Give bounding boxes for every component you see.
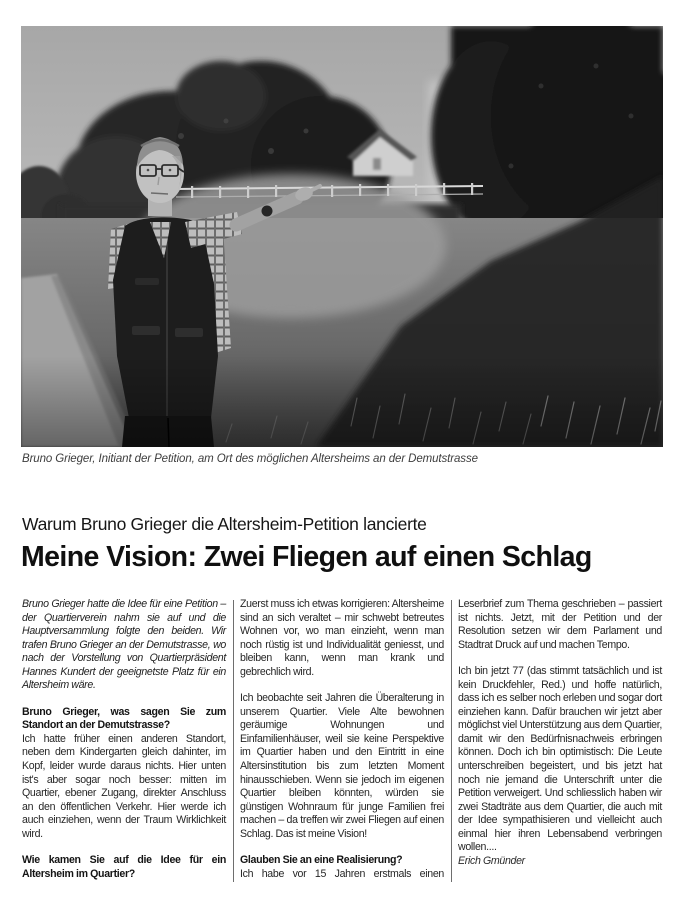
article-lead: Bruno Grieger hatte die Idee für eine Petition – der Quartierverein nahm sie auf und die Hauptversammlung folgte den beiden. Wir trafen Bruno Grieger an der Demutstrasse, wo nach der Vorstellung von Quartierpräsident Hannes Kundert der geeignetste Platz für ein Altersheim wäre. <box>22 598 226 692</box>
article-paragraph: Ich habe vor 15 Jahren erstmals einen <box>240 867 444 880</box>
article-paragraph: Ich bin jetzt 77 (das stimmt tatsächlich und ist kein Druckfehler, Red.) und hoffe natürlich, dass ich es selber noch erleben und sogar dort einziehen kann. Dafür brauchen wir jetzt aber möglichst viel Unterstützung aus dem Quartier, damit wir den Bedürfnisnachweis erbringen können. Doch ich bin optimistisch: Die Leute unterschreiben begeistert, und bis jetzt hat noch nie jemand die Unterschrift unter die Petition verweigert. Und schliesslich haben wir zwei Stadträte aus dem Quartier, die auch mit der Idee sympathisieren und vielleicht auch einmal hier ihren Lebensabend verbringen wollen.... <box>458 665 662 854</box>
author-byline: Erich Gmünder <box>458 854 525 867</box>
headline: Meine Vision: Zwei Fliegen auf einen Schlag <box>21 541 592 573</box>
article-column-1 <box>22 598 226 886</box>
interview-question: Wie kamen Sie auf die Idee für ein Altersheim im Quartier? <box>22 854 226 880</box>
article-body <box>22 598 662 886</box>
article-paragraph: Leserbrief zum Thema geschrieben – passiert ist nichts. Jetzt, mit der Petition und der Resolution setzen wir dem Parlament und Stadtrat Druck auf und machen Tempo. <box>458 598 662 651</box>
interview-question: Glauben Sie an eine Realisierung? <box>240 854 403 867</box>
article-paragraph: Ich hatte früher einen anderen Standort, neben dem Kindergarten gleich dahinter, im Kopf, leider wurde daraus nichts. Hier unten ist's aber sogar noch besser: mitten im Quartier, ebener Zugang, direkter Anschluss an den öffentlichen Verkehr. Hier werde ich auch einziehen, wenn der Traum Wirklichkeit wird. <box>22 732 226 840</box>
photo-caption: Bruno Grieger, Initiant der Petition, am Ort des möglichen Altersheims an der Demutstrasse <box>22 453 478 465</box>
article-paragraph: Ich beobachte seit Jahren die Überalterung in unserem Quartier. Viele Alte bewohnen geräumige Wohnungen und Einfamilienhäuser, weil sie keine Perspektive im Quartier haben und den Eintritt in eine Altersinstitution bis zum letzten Moment hinausschieben. Wenn sie jedoch im eigenen Quartier bleiben könnten, würden sie günstigen Wohnraum für junge Familien frei machen – da treffen wir zwei Fliegen auf einen Schlag. Das ist meine Vision! <box>240 692 444 840</box>
article-column-3 <box>458 598 662 886</box>
article-paragraph: Zuerst muss ich etwas korrigieren: Altersheime sind an sich veraltet – mir schwebt betreutes Wohnen vor, wo man einzieht, wenn man noch rüstig ist und Individualität geniesst, und bleiben kann, wenn man krank und gebrechlich wird. <box>240 598 444 678</box>
article-column-2 <box>240 598 444 886</box>
kicker: Warum Bruno Grieger die Altersheim-Petition lancierte <box>22 514 427 534</box>
interview-question: Bruno Grieger, was sagen Sie zum Standort an der Demutstrasse? <box>22 705 226 732</box>
article-photo <box>21 26 663 447</box>
photo-illustration <box>21 26 663 447</box>
